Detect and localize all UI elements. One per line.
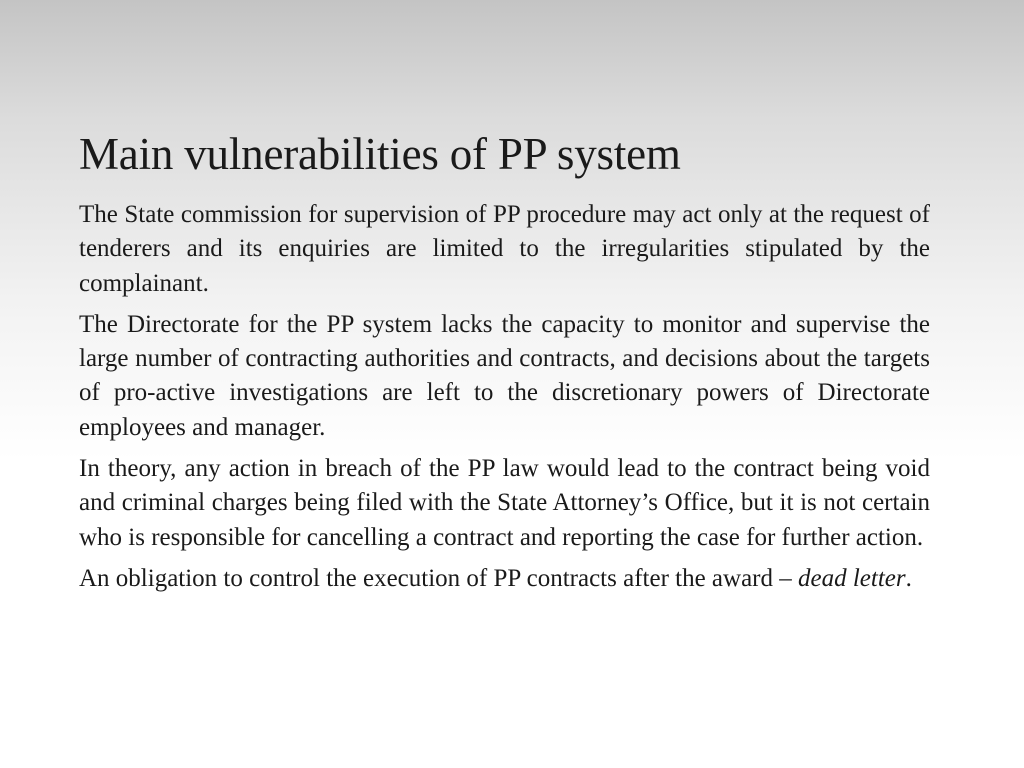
paragraph-state-commission: The State commission for supervision of PP procedure may act only at the request of tenderers and its enquiries are limited to the irregularities stipulated by the complainant. (79, 201, 930, 297)
dead-letter-emphasis: dead letter (798, 564, 906, 592)
slide-body (79, 198, 930, 603)
slide-title: Main vulnerabilities of PP system (79, 129, 681, 179)
paragraph-obligation (79, 562, 930, 596)
paragraph-obligation-text: An obligation to control the execution of PP contracts after the award – (79, 564, 792, 592)
paragraph-in-theory: In theory, any action in breach of the PP law would lead to the contract being void and criminal charges being filed with the State Attorney’s Office, but it is not certain who is responsible for cancelling a contract and reporting the case for further action. (79, 455, 930, 551)
paragraph-obligation-end: . (905, 564, 912, 592)
paragraph-directorate: The Directorate for the PP system lacks the capacity to monitor and supervise the large number of contracting authorities and contracts, and decisions about the targets of pro-active investigations are left to the discretionary powers of Directorate employees and manager. (79, 310, 930, 441)
